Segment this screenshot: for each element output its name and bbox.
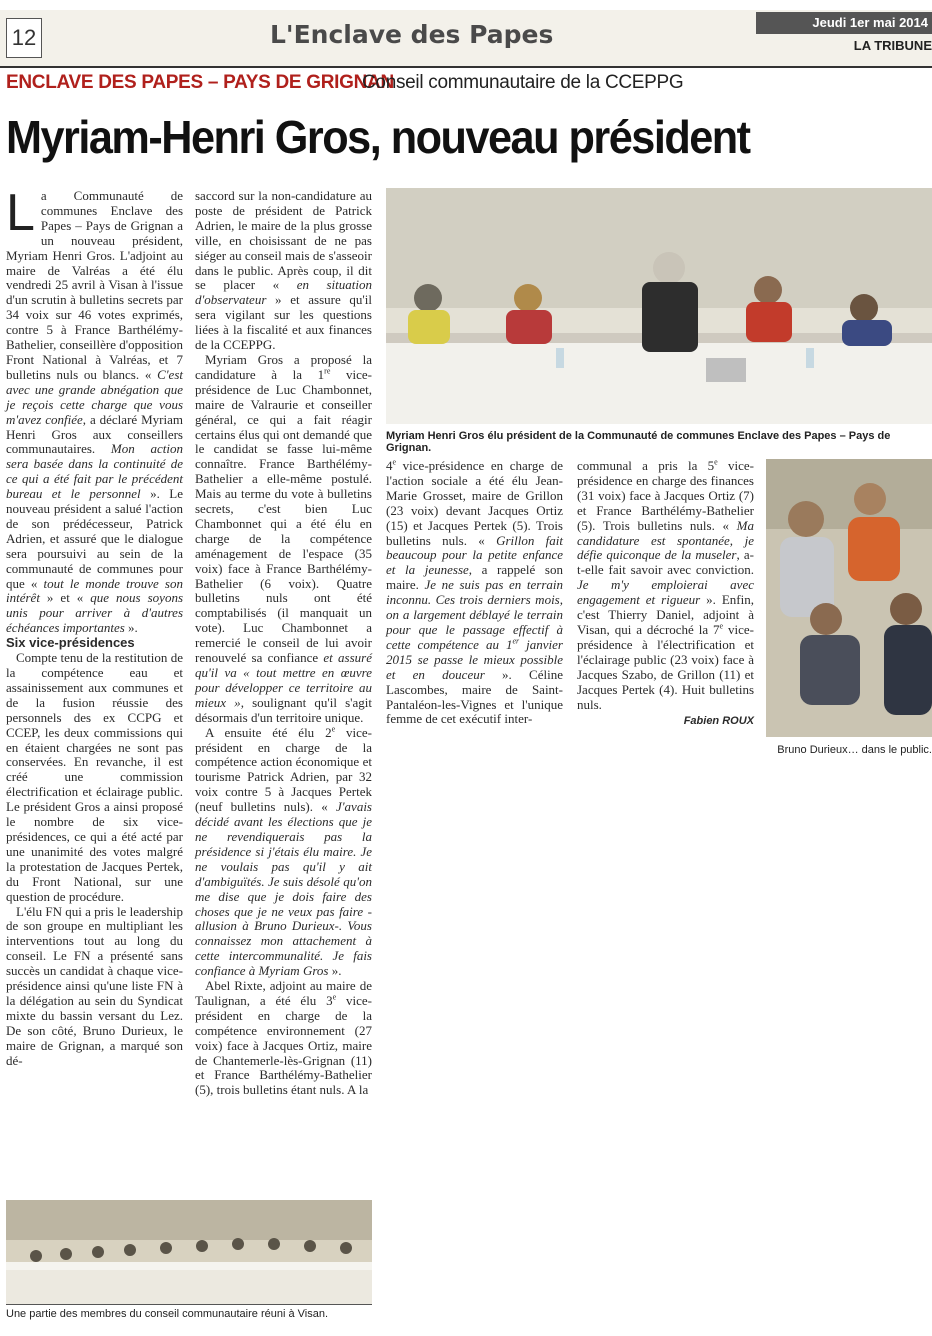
- dropcap: L: [6, 184, 35, 242]
- right-photo-caption: Bruno Durieux… dans le public.: [777, 744, 932, 756]
- article-kicker-sub: Conseil communautaire de la CCEPPG: [362, 72, 684, 93]
- paragraph: Abel Rixte, adjoint au maire de Taulignan, a été élu 3e vice-président en charge de la compétence environnement (27 voix) face à Jacques Ortiz, maire de Chantemerle-lès-Grignan (11) et France Barthélémy-Bathelier (5), trois bulletins étant nuls. A la: [195, 978, 373, 1098]
- paragraph: Compte tenu de la restitution de la compétence eau et assainissement aux communes et de la fusion réussie des personnels des ex CCPG et CCEP, les deux commissions qui en étaient chargées ne sont pas conservées. En revanche, il est créé une commission électrification et éclairage public. Le président Gros a ainsi proposé le nombre de six vice-présidences, ce qui a été acté par une unanimité des votes malgré la protestation de Jacques Pertek, du Front National, sur une question de procédure.: [6, 650, 183, 904]
- article-column-2: [195, 189, 372, 1098]
- council-photo: [386, 188, 932, 424]
- paragraph: A ensuite été élu 2e vice-président en charge de la compétence action économique et tourisme Patrick Adrien, par 32 voix contre 5 à Jacques Pertek (neuf bulletins nuls). « J'avais décidé avant les élections que je ne revendiquerais pas la présidence si j'étais élu maire. Je ne voulais pas qu'il y ait d'ambiguïtés. Je suis désolé qu'on me dise que je dois faire des choses que je ne veux pas faire -allusion à Bruno Durieux-. Vous connaissez mon attachement à cette intercommunalité. Je fais confiance à Myriam Gros ».: [195, 724, 373, 979]
- article-byline: Fabien ROUX: [683, 715, 754, 728]
- paragraph: Myriam Gros a proposé la candidature à la 1re vice-présidence de Luc Chambonnet, maire de Valraurie et conseiller général, ce qui a fait réagir certains élus qui ont demandé que le candidat se fasse lui-même connaître. France Barthélémy-Bathelier a elle-même postulé. Mais au terme du vote à bulletins secrets, c'est bien Luc Chambonnet qui a été élu en charge de la compétence aménagement de l'espace (35 voix) face à France Barthélémy-Bathelier (6 voix). Quatre bulletins nuls ont été comptabilisés (il manquait un vote). Luc Chambonnet a remercié le conseil de lui avoir renouvelé sa confiance et assuré qu'il va « tout mettre en œuvre pour développer ce territoire au mieux », soulignant qu'il s'agit désormais d'un territoire unique.: [195, 351, 372, 725]
- newspaper-name: LA TRIBUNE: [853, 38, 932, 53]
- page-number: 12: [6, 18, 42, 58]
- assembly-photo: [6, 1200, 372, 1304]
- article-kicker: ENCLAVE DES PAPES – PAYS DE GRIGNAN: [6, 72, 394, 93]
- article-column-4: [577, 459, 754, 729]
- article-column-1: [6, 184, 183, 1068]
- paragraph: saccord sur la non-candidature au poste de président de Patrick Adrien, le maire de la plus grosse ville, en choisissant de ne pas siéger au conseil mais de s'asseoir dans le public. Après coup, il dit se placer « en situation d'observateur » et assure qu'il sera vigilant sur les questions liées à la fiscalité et aux finances de la CCEPPG.: [195, 188, 372, 353]
- paragraph: La Communauté de communes Enclave des Papes – Pays de Grignan a un nouveau président, Myriam Henri Gros. L'adjoint au maire de Valréas a été élu vendredi 25 avril à Visan à l'issue d'un scrutin à bulletins secrets par 34 voix sur 46 votes exprimés, contre 5 à France Barthélémy-Bathelier, conseillère d'opposition Front National à Valréas, et 7 bulletins nuls ou blancs. « C'est avec une grande abnégation que je reçois cette charge que vous m'avez confiée, a déclaré Myriam Henri Gros aux conseillers communautaires. Mon action sera basée dans la continuité de ce qui a été fait par le précédent bureau et le personnel ». Le nouveau président a salué l'action de son prédécesseur, Patrick Adrien, et assuré que le dialogue sera poursuivi au sein de la communauté de communes pour que « tout le monde trouve son intérêt » et « que nous soyons unis pour arriver à d'autres échéances importantes ».: [6, 184, 183, 636]
- section-subhead: Six vice-présidences: [6, 635, 135, 651]
- article-headline: Myriam-Henri Gros, nouveau président: [6, 111, 750, 163]
- paragraph: L'élu FN qui a pris le leadership de son groupe en multipliant les interventions tout au long du conseil. Le FN a présenté sans succès un candidat à chaque vice-présidence ainsi qu'une liste FN à la délégation au sein du Syndicat mixte du bassin versant du Lez. De son côté, Bruno Durieux, le maire de Grignan, a marqué son dé-: [6, 903, 183, 1068]
- paragraph: communal a pris la 5e vice-présidence en charge des finances (31 voix) face à Jacques Ortiz (7) et France Barthélémy-Bathelier (5). Trois bulletins nuls. « Ma candidature est spontanée, je défie quiconque de la museler, a-t-elle fait savoir avec conviction. Je m'y emploierai avec engagement et rigueur ». Enfin, c'est Thierry Daniel, adjoint à Visan, qui a décroché la 7e vice-présidence à l'électrification et l'éclairage public (23 voix) face à Jacques Szabo, de Grillon (11) et Jacques Pertek (4). Huit bulletins nuls.: [577, 457, 754, 712]
- issue-date: Jeudi 1er mai 2014: [756, 12, 932, 34]
- section-title: L'Enclave des Papes: [270, 20, 554, 49]
- main-photo-caption: Myriam Henri Gros élu président de la Communauté de communes Enclave des Papes – Pays de Grignan.: [386, 430, 891, 454]
- article-column-3: [386, 459, 563, 727]
- paragraph: 4e vice-présidence en charge de l'action sociale a été élu Jean-Marie Grosset, maire de Grillon (23 voix) devant Jacques Ortiz (15) et Jacques Pertek (5). Trois bulletins nuls. « Grillon fait beaucoup pour la petite enfance et la jeunesse, a rappelé son maire. Je ne suis pas en terrain inconnu. Ces trois derniers mois, on a largement déblayé le terrain pour que le passage effectif à cette compétence au 1er janvier 2015 se passe le mieux possible et en douceur ». Céline Lascombes, maire de Saint-Pantaléon-les-Vignes et l'unique femme de cet exécutif inter-: [386, 457, 564, 727]
- caption-rule: [6, 1304, 372, 1305]
- audience-photo: [766, 459, 932, 737]
- bottom-photo-caption: Une partie des membres du conseil communautaire réuni à Visan.: [6, 1308, 329, 1320]
